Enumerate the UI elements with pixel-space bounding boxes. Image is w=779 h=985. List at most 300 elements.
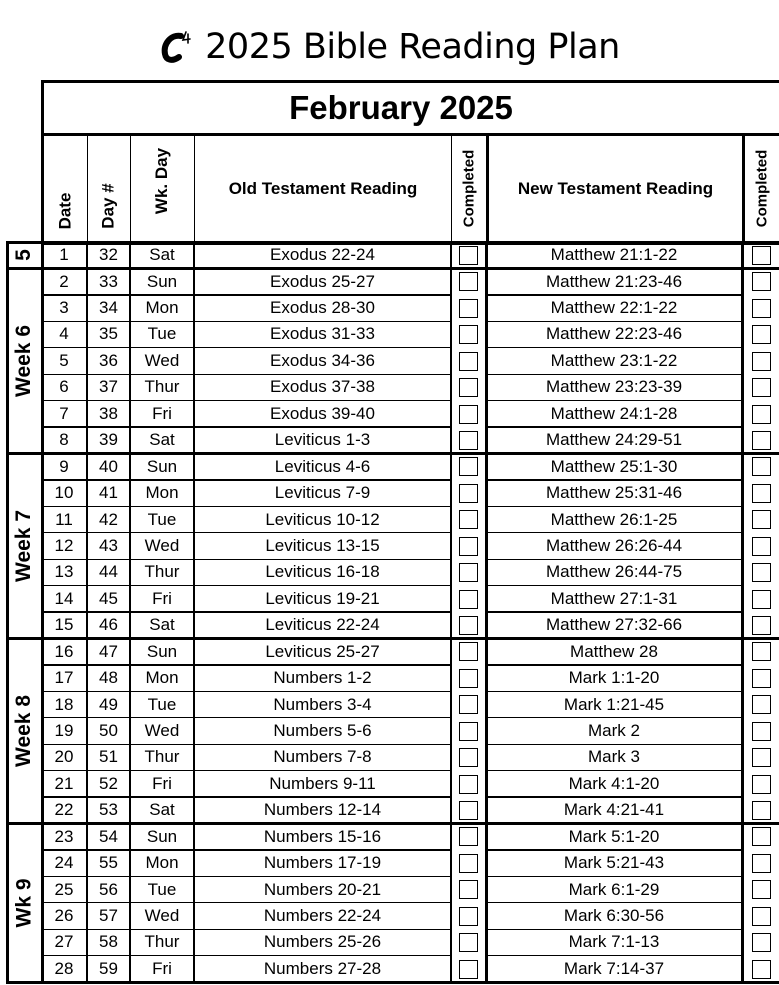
ot-completed-checkbox[interactable] — [459, 616, 478, 635]
ot-reading-cell: Numbers 12-14 — [263, 800, 382, 820]
nt-completed-checkbox[interactable] — [752, 642, 771, 661]
ot-reading-cell: Leviticus 22-24 — [265, 615, 380, 635]
row-divider — [41, 796, 451, 797]
column-divider — [193, 242, 195, 982]
table-row — [41, 744, 779, 770]
nt-reading-cell: Matthew 26:26-44 — [545, 535, 683, 555]
date-cell: 12 — [54, 535, 74, 555]
day-number-cell: 33 — [99, 271, 118, 291]
day-number-cell: 36 — [99, 350, 118, 370]
day-number-cell: 56 — [99, 879, 118, 899]
nt-completed-checkbox[interactable] — [752, 960, 771, 979]
ot-reading-cell: Exodus 28-30 — [270, 298, 375, 318]
row-divider — [486, 691, 742, 692]
weekday-cell: Tue — [147, 324, 177, 344]
nt-reading-cell: Mark 1:21-45 — [563, 694, 665, 714]
week-label — [6, 453, 42, 638]
row-divider — [41, 347, 451, 348]
weekday-cell: Tue — [147, 879, 177, 899]
nt-completed-checkbox[interactable] — [752, 854, 771, 873]
ot-reading-cell: Exodus 25-27 — [270, 271, 375, 291]
ot-completed-checkbox[interactable] — [459, 827, 478, 846]
nt-completed-checkbox[interactable] — [752, 590, 771, 609]
ot-completed-checkbox[interactable] — [459, 537, 478, 556]
date-cell: 19 — [54, 720, 74, 740]
nt-reading-cell: Mark 5:1-20 — [568, 826, 660, 846]
row-divider — [486, 585, 742, 586]
table-row — [41, 876, 779, 902]
nt-completed-checkbox[interactable] — [752, 748, 771, 767]
ot-completed-checkbox[interactable] — [459, 907, 478, 926]
ot-completed-checkbox[interactable] — [459, 590, 478, 609]
row-divider — [41, 902, 451, 903]
header-divider — [41, 242, 779, 245]
nt-completed-checkbox[interactable] — [752, 880, 771, 899]
weekday-cell: Mon — [145, 298, 179, 318]
day-number-cell: 32 — [99, 245, 118, 265]
weekday-cell: Sun — [146, 826, 178, 846]
row-divider — [41, 479, 451, 480]
weekday-cell: Wed — [144, 905, 180, 925]
week-label — [6, 268, 42, 453]
ot-reading-cell: Leviticus 4-6 — [274, 456, 371, 476]
row-divider — [41, 717, 451, 718]
row-divider — [41, 691, 451, 692]
weekday-cell: Wed — [144, 720, 180, 740]
nt-reading-cell: Mark 6:30-56 — [563, 905, 665, 925]
ot-completed-checkbox[interactable] — [459, 405, 478, 424]
ot-reading-cell: Leviticus 25-27 — [265, 641, 380, 661]
table-row — [41, 612, 779, 638]
day-number-cell: 59 — [99, 958, 118, 978]
row-divider — [486, 559, 742, 560]
nt-completed-checkbox[interactable] — [752, 299, 771, 318]
ot-reading-cell: Leviticus 19-21 — [265, 588, 380, 608]
weekday-cell: Sat — [149, 245, 175, 265]
week-divider — [6, 822, 779, 825]
row-divider — [486, 770, 742, 771]
nt-completed-checkbox[interactable] — [752, 933, 771, 952]
nt-reading-cell: Matthew 25:1-30 — [550, 456, 678, 476]
ot-completed-checkbox[interactable] — [459, 431, 478, 450]
date-cell: 3 — [59, 298, 69, 318]
nt-completed-checkbox[interactable] — [752, 246, 771, 265]
table-row — [41, 665, 779, 691]
weekday-cell: Fri — [152, 403, 172, 423]
date-cell: 11 — [55, 509, 73, 529]
day-number-cell: 48 — [99, 668, 118, 688]
week-divider — [6, 452, 779, 455]
nt-completed-checkbox[interactable] — [752, 801, 771, 820]
date-cell: 27 — [54, 932, 74, 952]
row-divider — [486, 876, 742, 877]
row-divider — [486, 929, 742, 930]
column-divider — [129, 242, 131, 982]
date-cell: 10 — [54, 483, 74, 503]
week-label-text: 5 — [12, 249, 35, 262]
day-number-cell: 49 — [99, 694, 118, 714]
ot-completed-checkbox[interactable] — [459, 352, 478, 371]
weekday-cell: Sun — [146, 271, 178, 291]
title-text: 2025 Bible Reading Plan — [205, 27, 620, 67]
ot-reading-cell: Numbers 3-4 — [273, 694, 372, 714]
date-cell: 4 — [59, 324, 69, 344]
day-number-cell: 53 — [99, 800, 118, 820]
nt-completed-checkbox[interactable] — [752, 378, 771, 397]
ot-reading-cell: Numbers 7-8 — [273, 747, 372, 767]
date-cell: 21 — [54, 773, 74, 793]
nt-completed-checkbox[interactable] — [752, 352, 771, 371]
row-divider — [486, 611, 742, 612]
ot-completed-checkbox[interactable] — [459, 933, 478, 952]
table-row — [41, 771, 779, 797]
weekday-cell: Fri — [152, 773, 172, 793]
weekday-cell: Mon — [145, 483, 179, 503]
nt-reading-cell: Mark 6:1-29 — [568, 879, 660, 899]
day-number-cell: 40 — [99, 456, 118, 476]
weekday-cell: Wed — [144, 535, 180, 555]
ot-completed-checkbox[interactable] — [459, 484, 478, 503]
table-row — [41, 401, 779, 427]
date-cell: 1 — [59, 245, 69, 265]
row-divider — [486, 532, 742, 533]
date-cell: 23 — [54, 826, 74, 846]
weekday-cell: Thur — [144, 747, 180, 767]
col-header-ot-completed: Completed — [451, 134, 486, 243]
row-divider — [486, 744, 742, 745]
weekday-cell: Thur — [144, 377, 180, 397]
weekday-cell: Wed — [144, 350, 180, 370]
ot-completed-checkbox[interactable] — [459, 457, 478, 476]
nt-reading-cell: Mark 5:21-43 — [563, 853, 665, 873]
day-number-cell: 44 — [99, 562, 118, 582]
weekday-cell: Fri — [152, 958, 172, 978]
weekday-cell: Thur — [144, 932, 180, 952]
nt-completed-checkbox[interactable] — [752, 325, 771, 344]
ot-completed-checkbox[interactable] — [459, 378, 478, 397]
day-number-cell: 34 — [99, 298, 118, 318]
row-divider — [486, 374, 742, 375]
weekday-cell: Sat — [149, 800, 175, 820]
nt-reading-cell: Matthew 24:1-28 — [550, 403, 678, 423]
nt-completed-checkbox[interactable] — [752, 616, 771, 635]
nt-reading-cell: Mark 3 — [588, 747, 640, 767]
ot-reading-cell: Exodus 34-36 — [270, 350, 375, 370]
day-number-cell: 42 — [99, 509, 118, 529]
day-number-cell: 35 — [99, 324, 118, 344]
day-number-cell: 39 — [99, 430, 118, 450]
ot-completed-checkbox[interactable] — [459, 246, 478, 265]
ot-reading-cell: Leviticus 1-3 — [274, 430, 371, 450]
row-divider — [41, 929, 451, 930]
ot-completed-checkbox[interactable] — [459, 563, 478, 582]
table-row — [41, 797, 779, 823]
date-cell: 2 — [59, 271, 69, 291]
logo-icon — [159, 26, 199, 68]
date-cell: 22 — [54, 800, 74, 820]
table-row — [41, 638, 779, 664]
column-divider — [450, 242, 452, 982]
row-divider — [41, 294, 451, 295]
day-number-cell: 41 — [99, 483, 118, 503]
col-header-nt: New Testament Reading — [486, 134, 742, 243]
ot-reading-cell: Numbers 5-6 — [273, 720, 372, 740]
table-row — [41, 374, 779, 400]
table-row — [41, 691, 779, 717]
ot-completed-checkbox[interactable] — [459, 960, 478, 979]
date-cell: 16 — [54, 641, 74, 661]
nt-completed-checkbox[interactable] — [752, 722, 771, 741]
date-cell: 13 — [54, 562, 74, 582]
ot-completed-checkbox[interactable] — [459, 695, 478, 714]
month-header — [41, 80, 779, 136]
week-label-text: Week 7 — [12, 509, 35, 582]
nt-completed-checkbox[interactable] — [752, 431, 771, 450]
nt-reading-cell: Matthew 25:31-46 — [545, 483, 683, 503]
day-number-cell: 52 — [99, 773, 118, 793]
nt-completed-checkbox[interactable] — [752, 405, 771, 424]
nt-completed-checkbox[interactable] — [752, 537, 771, 556]
nt-completed-checkbox[interactable] — [752, 272, 771, 291]
col-header-date: Date — [41, 134, 87, 243]
month-label: February 2025 — [289, 89, 513, 126]
table-left-border — [6, 242, 9, 982]
date-cell: 26 — [54, 905, 74, 925]
ot-reading-cell: Leviticus 13-15 — [265, 535, 380, 555]
nt-completed-checkbox[interactable] — [752, 695, 771, 714]
row-divider — [486, 479, 742, 480]
ot-reading-cell: Numbers 22-24 — [263, 905, 382, 925]
ot-reading-cell: Leviticus 7-9 — [274, 483, 371, 503]
nt-completed-checkbox[interactable] — [752, 484, 771, 503]
week-label — [6, 823, 42, 982]
weekday-cell: Mon — [145, 853, 179, 873]
nt-completed-checkbox[interactable] — [752, 775, 771, 794]
nt-reading-cell: Matthew 27:32-66 — [545, 615, 683, 635]
ot-reading-cell: Exodus 31-33 — [270, 324, 375, 344]
ot-completed-checkbox[interactable] — [459, 299, 478, 318]
column-divider — [86, 242, 88, 982]
date-cell: 24 — [54, 853, 74, 873]
row-divider — [41, 876, 451, 877]
day-number-cell: 46 — [99, 615, 118, 635]
table-row — [41, 480, 779, 506]
c4-logo — [159, 26, 199, 68]
nt-reading-cell: Mark 7:1-13 — [568, 932, 660, 952]
day-number-cell: 51 — [99, 747, 118, 767]
nt-reading-cell: Mark 2 — [588, 720, 640, 740]
row-divider — [486, 321, 742, 322]
weekday-cell: Sun — [146, 456, 178, 476]
ot-reading-cell: Numbers 15-16 — [263, 826, 382, 846]
row-divider — [486, 664, 742, 665]
date-cell: 18 — [54, 694, 74, 714]
weekday-cell: Thur — [144, 562, 180, 582]
table-row — [41, 427, 779, 453]
nt-reading-cell: Mark 7:14-37 — [563, 958, 665, 978]
nt-reading-cell: Matthew 26:1-25 — [550, 509, 678, 529]
table-row — [41, 506, 779, 532]
row-divider — [486, 902, 742, 903]
table-row — [41, 586, 779, 612]
row-divider — [41, 400, 451, 401]
table-row — [41, 559, 779, 585]
day-number-cell: 38 — [99, 403, 118, 423]
week-label-text: Wk 9 — [12, 878, 36, 928]
col-header-day-num: Day # — [87, 134, 130, 243]
column-divider — [741, 242, 744, 982]
ot-completed-checkbox[interactable] — [459, 669, 478, 688]
week-divider — [6, 637, 779, 640]
day-number-cell: 54 — [99, 826, 118, 846]
nt-reading-cell: Matthew 22:1-22 — [550, 298, 678, 318]
nt-reading-cell: Mark 4:21-41 — [563, 800, 665, 820]
table-row — [41, 850, 779, 876]
table-row — [41, 929, 779, 955]
row-divider — [486, 347, 742, 348]
day-number-cell: 50 — [99, 720, 118, 740]
nt-completed-checkbox[interactable] — [752, 827, 771, 846]
page-title — [0, 22, 779, 72]
ot-completed-checkbox[interactable] — [459, 642, 478, 661]
col-header-wk-day: Wk. Day — [130, 134, 194, 243]
nt-completed-checkbox[interactable] — [752, 563, 771, 582]
table-row — [41, 321, 779, 347]
date-cell: 9 — [59, 456, 69, 476]
ot-reading-cell: Leviticus 16-18 — [265, 562, 380, 582]
row-divider — [41, 321, 451, 322]
row-divider — [486, 955, 742, 956]
ot-completed-checkbox[interactable] — [459, 748, 478, 767]
col-header-ot: Old Testament Reading — [194, 134, 451, 243]
table-row — [41, 268, 779, 294]
date-cell: 17 — [54, 668, 74, 688]
nt-reading-cell: Matthew 21:23-46 — [545, 271, 683, 291]
table-row — [41, 295, 779, 321]
weekday-cell: Fri — [152, 588, 172, 608]
week-label-text: Week 6 — [12, 324, 35, 397]
week-divider — [6, 981, 779, 984]
ot-completed-checkbox[interactable] — [459, 775, 478, 794]
ot-completed-checkbox[interactable] — [459, 272, 478, 291]
week-divider — [6, 267, 779, 270]
date-cell: 20 — [54, 747, 74, 767]
weekday-cell: Tue — [147, 694, 177, 714]
row-divider — [486, 849, 742, 850]
nt-completed-checkbox[interactable] — [752, 907, 771, 926]
table-row — [41, 823, 779, 849]
nt-reading-cell: Matthew 22:23-46 — [545, 324, 683, 344]
ot-reading-cell: Exodus 39-40 — [270, 403, 375, 423]
nt-reading-cell: Matthew 24:29-51 — [545, 430, 683, 450]
row-divider — [41, 955, 451, 956]
col-header-nt-completed: Completed — [742, 134, 779, 243]
date-cell: 15 — [54, 615, 74, 635]
row-divider — [41, 559, 451, 560]
ot-reading-cell: Exodus 22-24 — [270, 245, 375, 265]
ot-reading-cell: Numbers 9-11 — [269, 773, 376, 793]
row-divider — [41, 426, 451, 427]
nt-reading-cell: Mark 4:1-20 — [568, 773, 660, 793]
row-divider — [41, 849, 451, 850]
table-row — [41, 453, 779, 479]
ot-completed-checkbox[interactable] — [459, 510, 478, 529]
day-number-cell: 45 — [99, 588, 118, 608]
week-label — [6, 638, 42, 823]
row-divider — [41, 506, 451, 507]
ot-completed-checkbox[interactable] — [459, 801, 478, 820]
table-row — [41, 956, 779, 982]
column-divider — [485, 242, 488, 982]
nt-reading-cell: Mark 1:1-20 — [568, 668, 660, 688]
row-divider — [486, 717, 742, 718]
weekday-cell: Sat — [149, 430, 175, 450]
ot-reading-cell: Leviticus 10-12 — [265, 509, 380, 529]
day-number-cell: 58 — [99, 932, 118, 952]
row-divider — [486, 506, 742, 507]
day-number-cell: 43 — [99, 535, 118, 555]
ot-completed-checkbox[interactable] — [459, 722, 478, 741]
ot-completed-checkbox[interactable] — [459, 325, 478, 344]
date-cell: 25 — [54, 879, 74, 899]
row-divider — [41, 374, 451, 375]
ot-completed-checkbox[interactable] — [459, 854, 478, 873]
nt-completed-checkbox[interactable] — [752, 510, 771, 529]
nt-reading-cell: Matthew 21:1-22 — [550, 245, 678, 265]
ot-completed-checkbox[interactable] — [459, 880, 478, 899]
nt-completed-checkbox[interactable] — [752, 457, 771, 476]
nt-completed-checkbox[interactable] — [752, 669, 771, 688]
nt-reading-cell: Matthew 27:1-31 — [550, 588, 678, 608]
row-divider — [486, 400, 742, 401]
table-row — [41, 533, 779, 559]
nt-reading-cell: Matthew 23:1-22 — [550, 350, 678, 370]
week-label-text: Week 8 — [12, 694, 35, 767]
date-cell: 6 — [59, 377, 69, 397]
ot-reading-cell: Numbers 27-28 — [263, 958, 382, 978]
row-divider — [486, 294, 742, 295]
date-cell: 8 — [59, 430, 69, 450]
ot-reading-cell: Exodus 37-38 — [270, 377, 375, 397]
table-row — [41, 718, 779, 744]
nt-reading-cell: Matthew 23:23-39 — [545, 377, 683, 397]
weekday-cell: Sun — [146, 641, 178, 661]
day-number-cell: 55 — [99, 853, 118, 873]
ot-reading-cell: Numbers 1-2 — [273, 668, 372, 688]
date-cell: 28 — [54, 958, 74, 978]
row-divider — [41, 664, 451, 665]
row-divider — [41, 532, 451, 533]
table-row — [41, 348, 779, 374]
weekday-cell: Mon — [145, 668, 179, 688]
nt-reading-cell: Matthew 26:44-75 — [545, 562, 683, 582]
row-divider — [41, 770, 451, 771]
table-row — [41, 242, 779, 268]
row-divider — [486, 426, 742, 427]
ot-reading-cell: Numbers 17-19 — [263, 853, 382, 873]
row-divider — [41, 585, 451, 586]
row-divider — [41, 744, 451, 745]
day-number-cell: 57 — [99, 905, 118, 925]
row-divider — [41, 611, 451, 612]
date-cell: 14 — [54, 588, 74, 608]
table-row — [41, 903, 779, 929]
weekday-cell: Sat — [149, 615, 175, 635]
week-label — [6, 242, 42, 268]
day-number-cell: 37 — [99, 377, 118, 397]
day-number-cell: 47 — [99, 641, 118, 661]
date-cell: 5 — [59, 350, 69, 370]
